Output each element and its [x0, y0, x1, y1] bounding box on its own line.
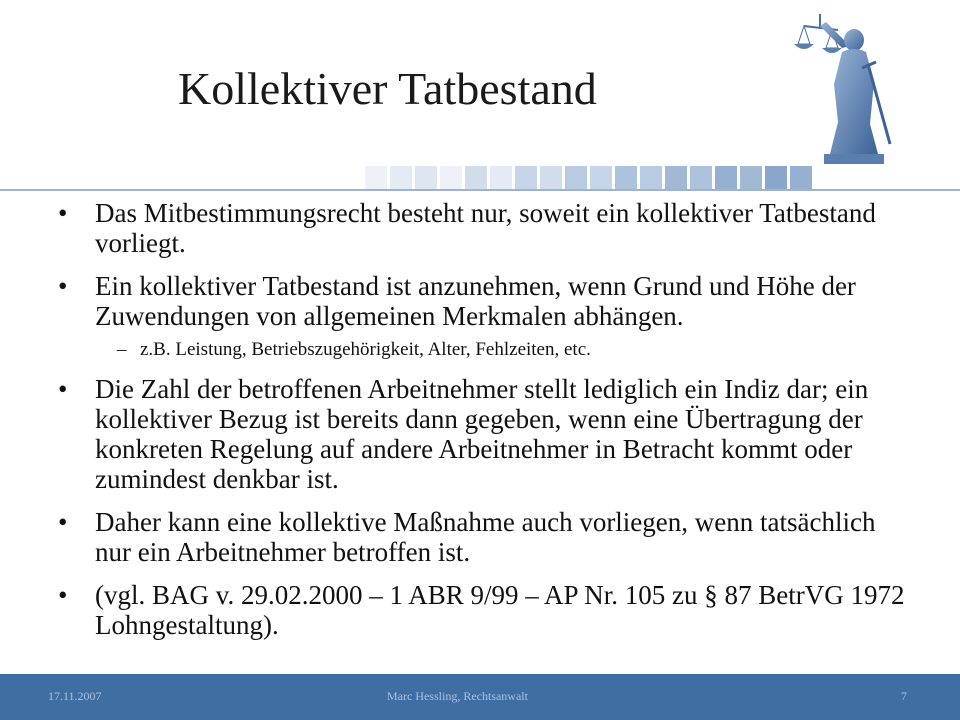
slide-title: Kollektiver Tatbestand [178, 63, 597, 114]
bullet-item [58, 198, 918, 258]
bullet-item [58, 580, 918, 640]
bullet-text: Ein kollektiver Tatbestand ist anzunehmen, wenn Grund und Höhe der Zuwendungen von allgemeinen Merkmalen abhängen. [95, 271, 856, 331]
sub-bullet-marker: – [117, 339, 127, 360]
sub-bullet-text: z.B. Leistung, Betriebszugehörigkeit, Alter, Fehlzeiten, etc. [140, 339, 591, 360]
bullet-text: Daher kann eine kollektive Maßnahme auch vorliegen, wenn tatsächlich nur ein Arbeitnehmer betroffen ist. [95, 507, 876, 567]
bullet-text: (vgl. BAG v. 29.02.2000 – 1 ABR 9/99 – AP Nr. 105 zu § 87 BetrVG 1972 Lohngestaltung). [95, 580, 905, 640]
bullet-marker: • [58, 507, 68, 537]
bullet-marker: • [58, 580, 68, 610]
bullet-item [58, 374, 918, 494]
bullet-marker: • [58, 271, 68, 301]
slide-footer [0, 674, 960, 720]
bullet-item [58, 507, 918, 567]
title-divider [0, 189, 960, 191]
footer-page-number: 7 [901, 689, 907, 703]
footer-author: Marc Hessling, Rechtsanwalt [387, 689, 528, 703]
bullet-text: Die Zahl der betroffenen Arbeitnehmer stellt lediglich ein Indiz dar; ein kollektiver Bezug ist bereits dann gegeben, wenn eine Übertragung der konkreten Regelung auf andere Arbeitnehmer in Betracht kommt oder zumindest denkbar ist. [95, 374, 869, 494]
title-decoration [0, 162, 960, 192]
bullet-text: Das Mitbestimmungsrecht besteht nur, soweit ein kollektiver Tatbestand vorliegt. [95, 198, 876, 258]
bullet-marker: • [58, 198, 68, 228]
bullet-marker: • [58, 374, 68, 404]
slide-body [58, 198, 918, 653]
bullet-item [58, 271, 918, 331]
sub-bullet-item [58, 338, 918, 362]
justitia-statue-icon [790, 4, 910, 166]
footer-date: 17.11.2007 [48, 689, 102, 703]
